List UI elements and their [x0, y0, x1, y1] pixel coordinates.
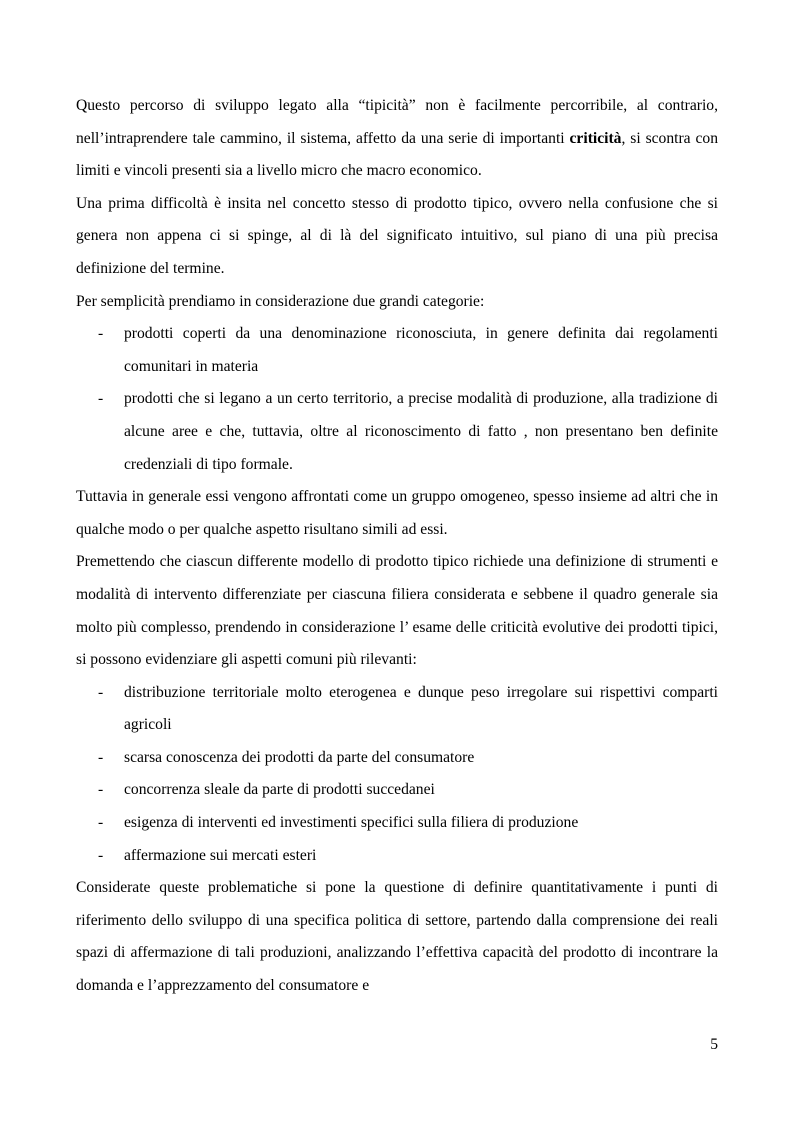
paragraph-tipicita [76, 90, 718, 188]
paragraph-text: Questo percorso di sviluppo legato alla “tipicità” non è facilmente percorribile, al contrario, nell’intraprendere tale cammino, il sistema, affetto da una serie di importanti [76, 97, 718, 147]
list-categorie [76, 318, 718, 481]
list-item [76, 383, 718, 481]
paragraph-premettendo: Premettendo che ciascun differente modello di prodotto tipico richiede una definizione di strumenti e modalità di intervento differenziate per ciascuna filiera considerata e sebbene il quadro generale sia molto più complesso, prendendo in considerazione l’ esame delle criticità evolutive dei prodotti tipici, si possono evidenziare gli aspetti comuni più rilevanti: [76, 553, 718, 669]
list-marker: - [98, 325, 104, 343]
list-item [76, 774, 718, 807]
list-aspetti-comuni [76, 677, 718, 873]
list-marker: - [98, 748, 104, 766]
list-marker: - [98, 683, 104, 701]
list-item-text: prodotti che si legano a un certo territorio, a precise modalità di produzione, alla tradizione di alcune aree e che, tuttavia, oltre al riconoscimento di fatto , non presentano ben definite credenziali di tipo formale. [124, 390, 718, 473]
paragraph-text-tail: , si scontra con limiti e vincoli presenti sia a livello micro che macro economico. [76, 129, 719, 180]
list-marker: - [98, 390, 104, 408]
list-marker: - [98, 814, 104, 832]
paragraph-tuttavia: Tuttavia in generale essi vengono affrontati come un gruppo omogeneo, spesso insieme ad altri che in qualche modo o per qualche aspetto risultano simili ad essi. [76, 488, 718, 538]
bold-term-criticita: criticità [569, 129, 622, 147]
paragraph-categorie-intro: Per semplicità prendiamo in considerazione due grandi categorie: [76, 292, 485, 310]
list-item-text: affermazione sui mercati esteri [124, 846, 317, 864]
list-item [76, 677, 718, 742]
list-item-text: scarsa conoscenza dei prodotti da parte del consumatore [124, 748, 475, 766]
list-item-text: concorrenza sleale da parte di prodotti succedanei [124, 781, 435, 799]
list-item-text: prodotti coperti da una denominazione riconosciuta, in genere definita dai regolamenti comunitari in materia [124, 325, 718, 375]
page-number: 5 [710, 1036, 718, 1053]
list-item [76, 807, 718, 840]
list-item [76, 318, 718, 383]
document-body [76, 90, 718, 1003]
list-item-text: distribuzione territoriale molto eterogenea e dunque peso irregolare sui rispettivi comparti agricoli [124, 683, 718, 734]
list-marker: - [98, 781, 104, 799]
list-marker: - [98, 846, 104, 864]
list-item [76, 840, 718, 873]
list-item-text: esigenza di interventi ed investimenti specifici sulla filiera di produzione [124, 814, 579, 832]
list-item [76, 742, 718, 775]
paragraph-considerate: Considerate queste problematiche si pone la questione di definire quantitativamente i punti di riferimento dello sviluppo di una specifica politica di settore, partendo dalla comprensione dei reali spazi di affermazione di tali produzioni, analizzando l’effettiva capacità del prodotto di incontrare la domanda e l’apprezzamento del consumatore e [76, 879, 718, 995]
paragraph-prima-difficolta: Una prima difficoltà è insita nel concetto stesso di prodotto tipico, ovvero nella confusione che si genera non appena ci si spinge, al di là del significato intuitivo, sul piano di una più precisa definizione del termine. [76, 194, 718, 277]
